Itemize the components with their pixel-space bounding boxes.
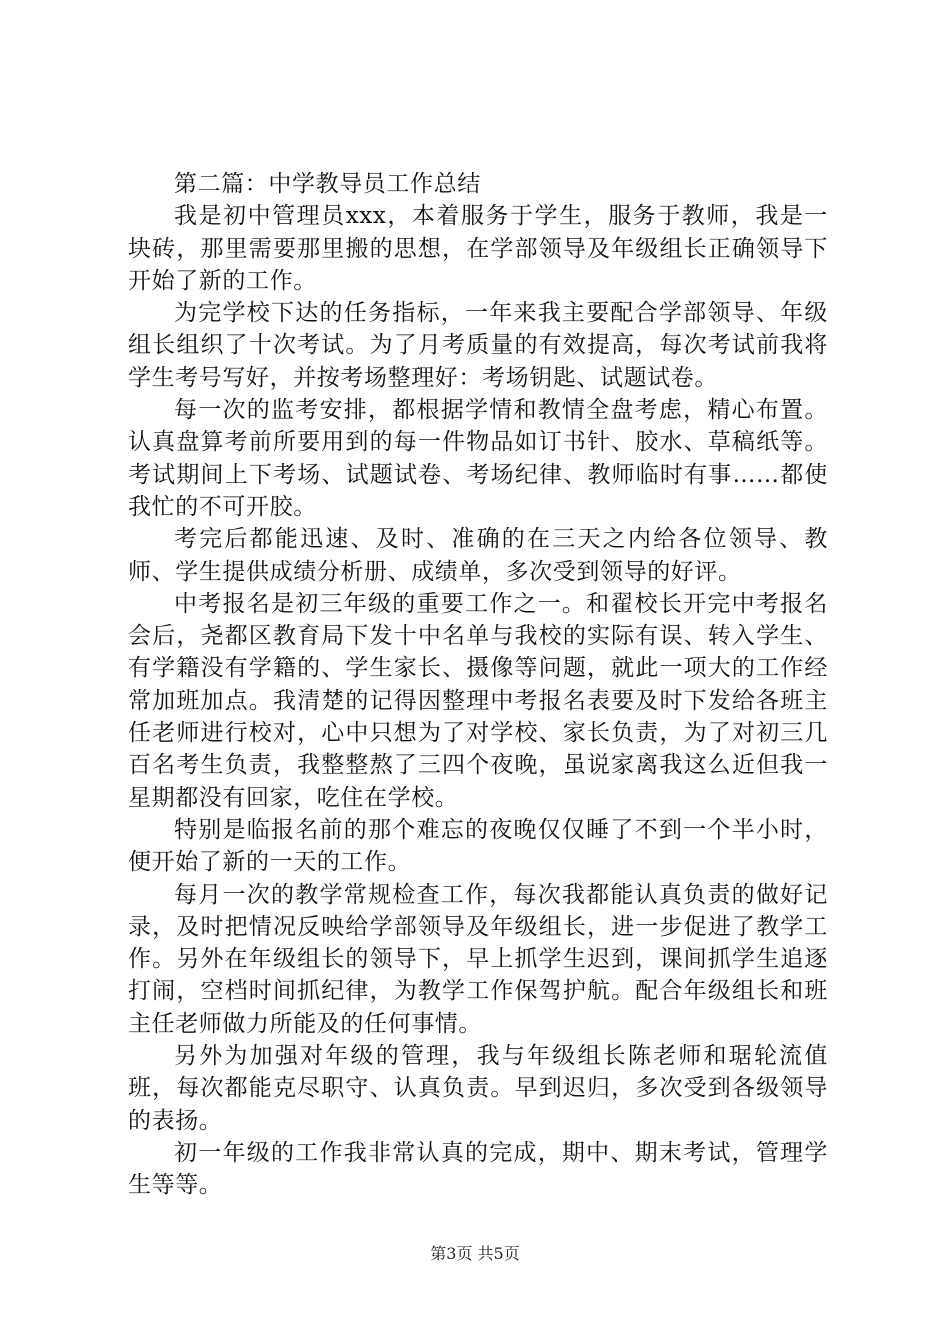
- document-title: 第二篇：中学教导员工作总结: [174, 171, 481, 197]
- paragraph-1: 我是初中管理员xxx，本着服务于学生，服务于教师，我是一块砖，那里需要那里搬的思想，在学部领导及年级组长正确领导下开始了新的工作。: [128, 203, 828, 294]
- paragraph-5: 中考报名是初三年级的重要工作之一。和翟校长开完中考报名会后，尧都区教育局下发十中名单与我校的实际有误、转入学生、有学籍没有学籍的、学生家长、摄像等问题，就此一项大的工作经常加班加点。我清楚的记得因整理中考报名表要及时下发给各班主任老师进行校对，心中只想为了对学校、家长负责，为了对初三几百名考生负责，我整整熬了三四个夜晚，虽说家离我这么近但我一星期都没有回家，吃住在学校。: [128, 590, 828, 811]
- paragraph-2: 为完学校下达的任务指标，一年来我主要配合学部领导、年级组长组织了十次考试。为了月考质量的有效提高，每次考试前我将学生考号写好，并按考场整理好：考场钥匙、试题试卷。: [128, 300, 828, 391]
- paragraph-4: 考完后都能迅速、及时、准确的在三天之内给各位领导、教师、学生提供成绩分析册、成绩单，多次受到领导的好评。: [128, 526, 828, 585]
- paragraph-7: 每月一次的教学常规检查工作，每次我都能认真负责的做好记录，及时把情况反映给学部领导及年级组长，进一步促进了教学工作。另外在年级组长的领导下，早上抓学生迟到，课间抓学生追逐打闹，空档时间抓纪律，为教学工作保驾护航。配合年级组长和班主任老师做力所能及的任何事情。: [128, 881, 828, 1037]
- paragraph-8: 另外为加强对年级的管理，我与年级组长陈老师和琚轮流值班，每次都能克尽职守、认真负责。早到迟归，多次受到各级领导的表扬。: [128, 1043, 828, 1134]
- page-footer: 第3页 共5页: [430, 1244, 520, 1263]
- paragraph-9: 初一年级的工作我非常认真的完成，期中、期末考试，管理学生等等。: [128, 1139, 828, 1199]
- document-body: [128, 168, 828, 1202]
- paragraph-6: 特别是临报名前的那个难忘的夜晚仅仅睡了不到一个半小时，便开始了新的一天的工作。: [128, 816, 828, 876]
- paragraph-3: 每一次的监考安排，都根据学情和教情全盘考虑，精心布置。认真盘算考前所要用到的每一件物品如订书针、胶水、草稿纸等。考试期间上下考场、试题试卷、考场纪律、教师临时有事……都使我忙的不可开胶。: [128, 397, 828, 520]
